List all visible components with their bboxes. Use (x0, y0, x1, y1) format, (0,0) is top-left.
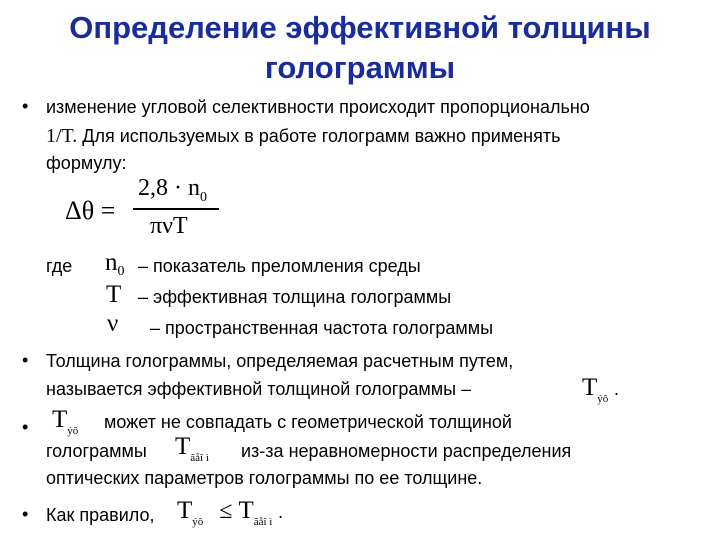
def-text-refractive-index: – показатель преломления среды (138, 256, 421, 276)
inequality-lhs-sub: ýô (192, 516, 204, 528)
formula-denominator: πνT (150, 213, 188, 239)
bullet-marker-3: • (22, 417, 29, 437)
inequality-rhs-sub: ãåî ì (253, 516, 273, 528)
geometric-thickness-symbol (175, 433, 209, 464)
geometric-thickness-T: T (175, 433, 191, 460)
inequality-operator: ≤ (219, 498, 233, 524)
def-text-thickness: – эффективная толщина голограммы (138, 287, 452, 307)
bullet-1-line-2-text: Для используемых в работе голограмм важно применять (77, 126, 561, 146)
thickness-inequality (177, 497, 283, 528)
effective-thickness-sub: ýô (597, 393, 609, 405)
bullet-2-line-1: Толщина голограммы, определяемая расчетным путем, (46, 351, 514, 371)
title-line-2: голограммы (264, 50, 456, 85)
inequality-lhs: T (177, 497, 193, 524)
def-symbol-thickness: T (106, 281, 122, 308)
bullet-3-T1-sub: ýô (67, 425, 79, 437)
formula-fraction-bar (133, 208, 219, 210)
def-symbol-frequency: ν (107, 310, 119, 337)
formula-numerator-text: 2,8 · n (138, 175, 200, 201)
bullet-1-line-3: формулу: (46, 153, 127, 173)
bullet-marker-4: • (22, 504, 29, 524)
effective-thickness-symbol (582, 374, 619, 405)
bullet-3-line-2b: из-за неравномерности распределения (241, 441, 572, 461)
title-line-1: Определение эффективной толщины (69, 10, 651, 45)
formula-numerator (138, 175, 207, 205)
bullet-3-line-2a: голограммы (46, 441, 147, 461)
bullet-2-tail: . (614, 379, 619, 399)
slide-title (0, 8, 720, 88)
def-text-frequency: – пространственная частота голограммы (150, 318, 494, 338)
bullet-marker-2: • (22, 350, 29, 370)
inverse-thickness-math: 1/T. (46, 125, 78, 147)
geometric-thickness-sub: ãåî ì (190, 452, 209, 464)
def-symbol-n: n (105, 249, 118, 276)
bullet-1-line-1: изменение угловой селективности происходит пропорционально (46, 97, 590, 117)
where-label: где (46, 256, 73, 276)
bullet-2-line-2: называется эффективной толщиной голограммы – (46, 379, 472, 399)
bullet-3-symbol-1 (52, 406, 79, 437)
formula-lhs: Δθ = (65, 196, 116, 225)
formula-numerator-sub: 0 (200, 190, 207, 205)
def-symbol-n-sub: 0 (117, 264, 125, 279)
bullet-4-text: Как правило, (46, 505, 155, 525)
bullet-3-line-3: оптических параметров голограммы по ее толщине. (46, 468, 483, 488)
bullet-3-T1: T (52, 406, 68, 433)
inequality-rhs: T (238, 497, 254, 524)
bullet-4-tail: . (278, 502, 283, 522)
bullet-3-line-1: может не совпадать с геометрической толщиной (104, 412, 512, 432)
def-symbol-refractive-index (105, 249, 125, 277)
bullet-marker-1: • (22, 96, 29, 116)
effective-thickness-T: T (582, 374, 598, 401)
bullet-1-line-2 (46, 125, 560, 148)
